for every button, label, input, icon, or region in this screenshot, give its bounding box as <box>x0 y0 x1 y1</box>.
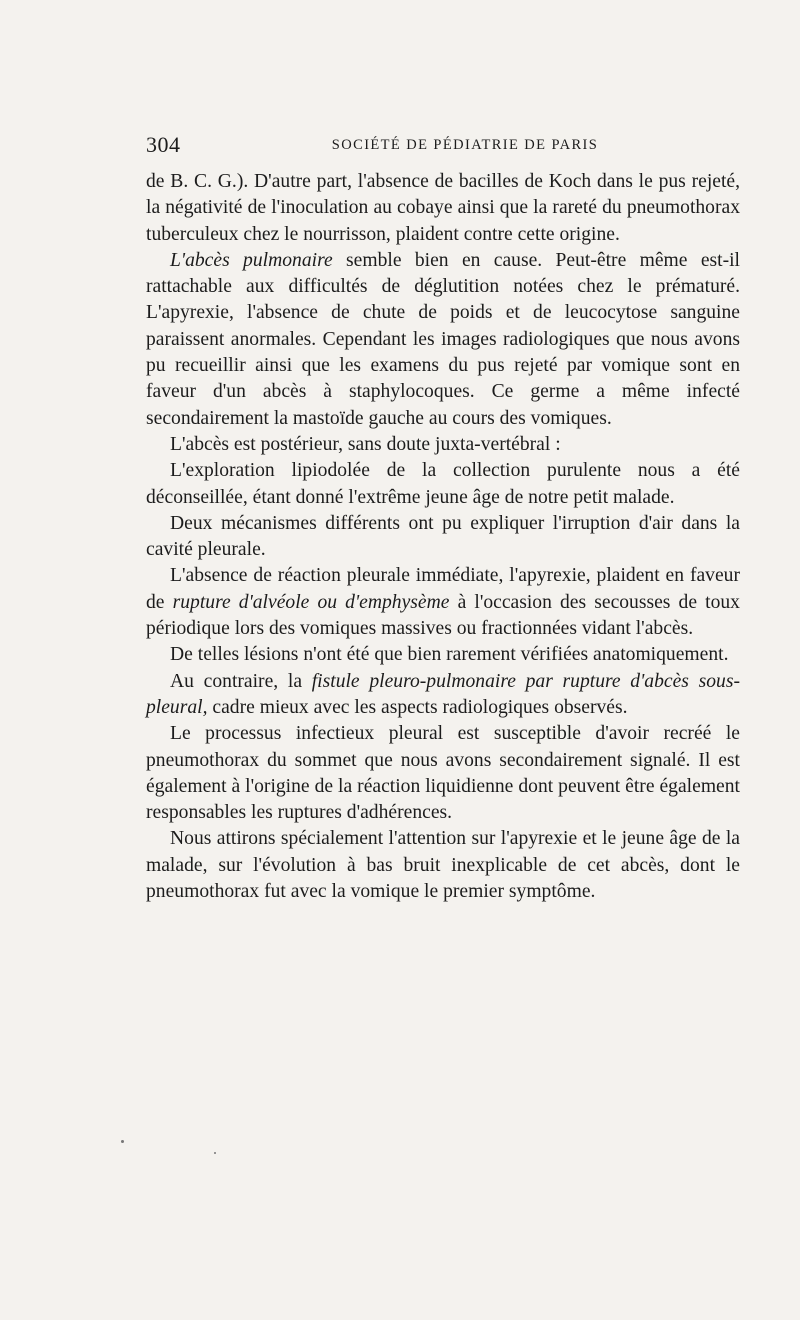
text-run: Au contraire, la <box>170 670 312 692</box>
running-head: SOCIÉTÉ DE PÉDIATRIE DE PARIS <box>331 137 599 153</box>
text-run: L'exploration lipiodolée de la collection purulente nous a été déconseillée, étant donné l'extrême jeune âge de notre petit malade. <box>146 460 740 508</box>
paragraph <box>146 642 740 668</box>
paragraph <box>146 458 740 511</box>
ink-speck <box>121 1140 124 1143</box>
ink-speck <box>214 1152 216 1154</box>
paragraph <box>146 432 740 458</box>
text-run: de B. C. G.). D'autre part, l'absence de bacilles de Koch dans le pus rejeté, la négativité de l'inoculation au cobaye ainsi que la rareté du pneumothorax tuberculeux chez le nourrisson, plaident contre cette origine. <box>146 171 740 245</box>
page-number: 304 <box>146 132 181 157</box>
text-run: Deux mécanismes différents ont pu expliquer l'irruption d'air dans la cavité pleurale. <box>146 512 740 561</box>
paragraph <box>146 721 740 826</box>
text-run: cadre mieux avec les aspects radiologiques observés. <box>207 696 628 718</box>
page-header <box>146 132 738 162</box>
text-run: L'abcès est postérieur, sans doute juxta-vertébral : <box>170 433 561 455</box>
text-run: à l'occasion des secousses de toux périodique lors des vomiques massives ou fractionnées vidant l'abcès. <box>146 591 740 640</box>
paragraph <box>146 511 740 564</box>
italic-text: rupture d'alvéole ou d'emphysème <box>172 591 450 613</box>
paragraph <box>146 169 740 248</box>
text-run: Le processus infectieux pleural est susceptible d'avoir recréé le pneumothorax du sommet que nous avons secondairement signalé. Il est également à l'origine de la réaction liquidienne dont peuvent être également responsables les ruptures d'adhérences. <box>146 723 740 824</box>
text-run: L'absence de réaction pleurale immédiate, l'apyrexie, plaident en faveur de <box>146 565 740 613</box>
text-run: semble bien en cause. Peut-être même est-il rattachable aux difficultés de déglutition notées chez le prématuré. L'apyrexie, l'absence de chute de poids et de leucocytose sanguine paraissent anormales. Cependant les images radiologiques que nous avons pu recueillir ainsi que les examens du pus rejeté par vomique sont en faveur d'un abcès à staphylocoques. Ce germe a même infecté secondairement la mastoïde gauche au cours des vomiques. <box>146 249 741 429</box>
paragraph <box>146 248 740 432</box>
paragraph <box>146 669 740 722</box>
paragraph <box>146 826 740 905</box>
text-run: De telles lésions n'ont été que bien rarement vérifiées anatomiquement. <box>170 644 729 666</box>
italic-text: L'abcès pulmonaire <box>170 249 333 271</box>
body-text <box>146 169 740 905</box>
text-run: Nous attirons spécialement l'attention sur l'apyrexie et le jeune âge de la malade, sur l'évolution à bas bruit inexplicable de cet abcès, dont le pneumothorax fut avec la vomique le premier symptôme. <box>146 828 740 903</box>
paragraph <box>146 563 740 642</box>
italic-text: fistule pleuro-pulmonaire par rupture d'abcès sous-pleural, <box>146 670 740 718</box>
